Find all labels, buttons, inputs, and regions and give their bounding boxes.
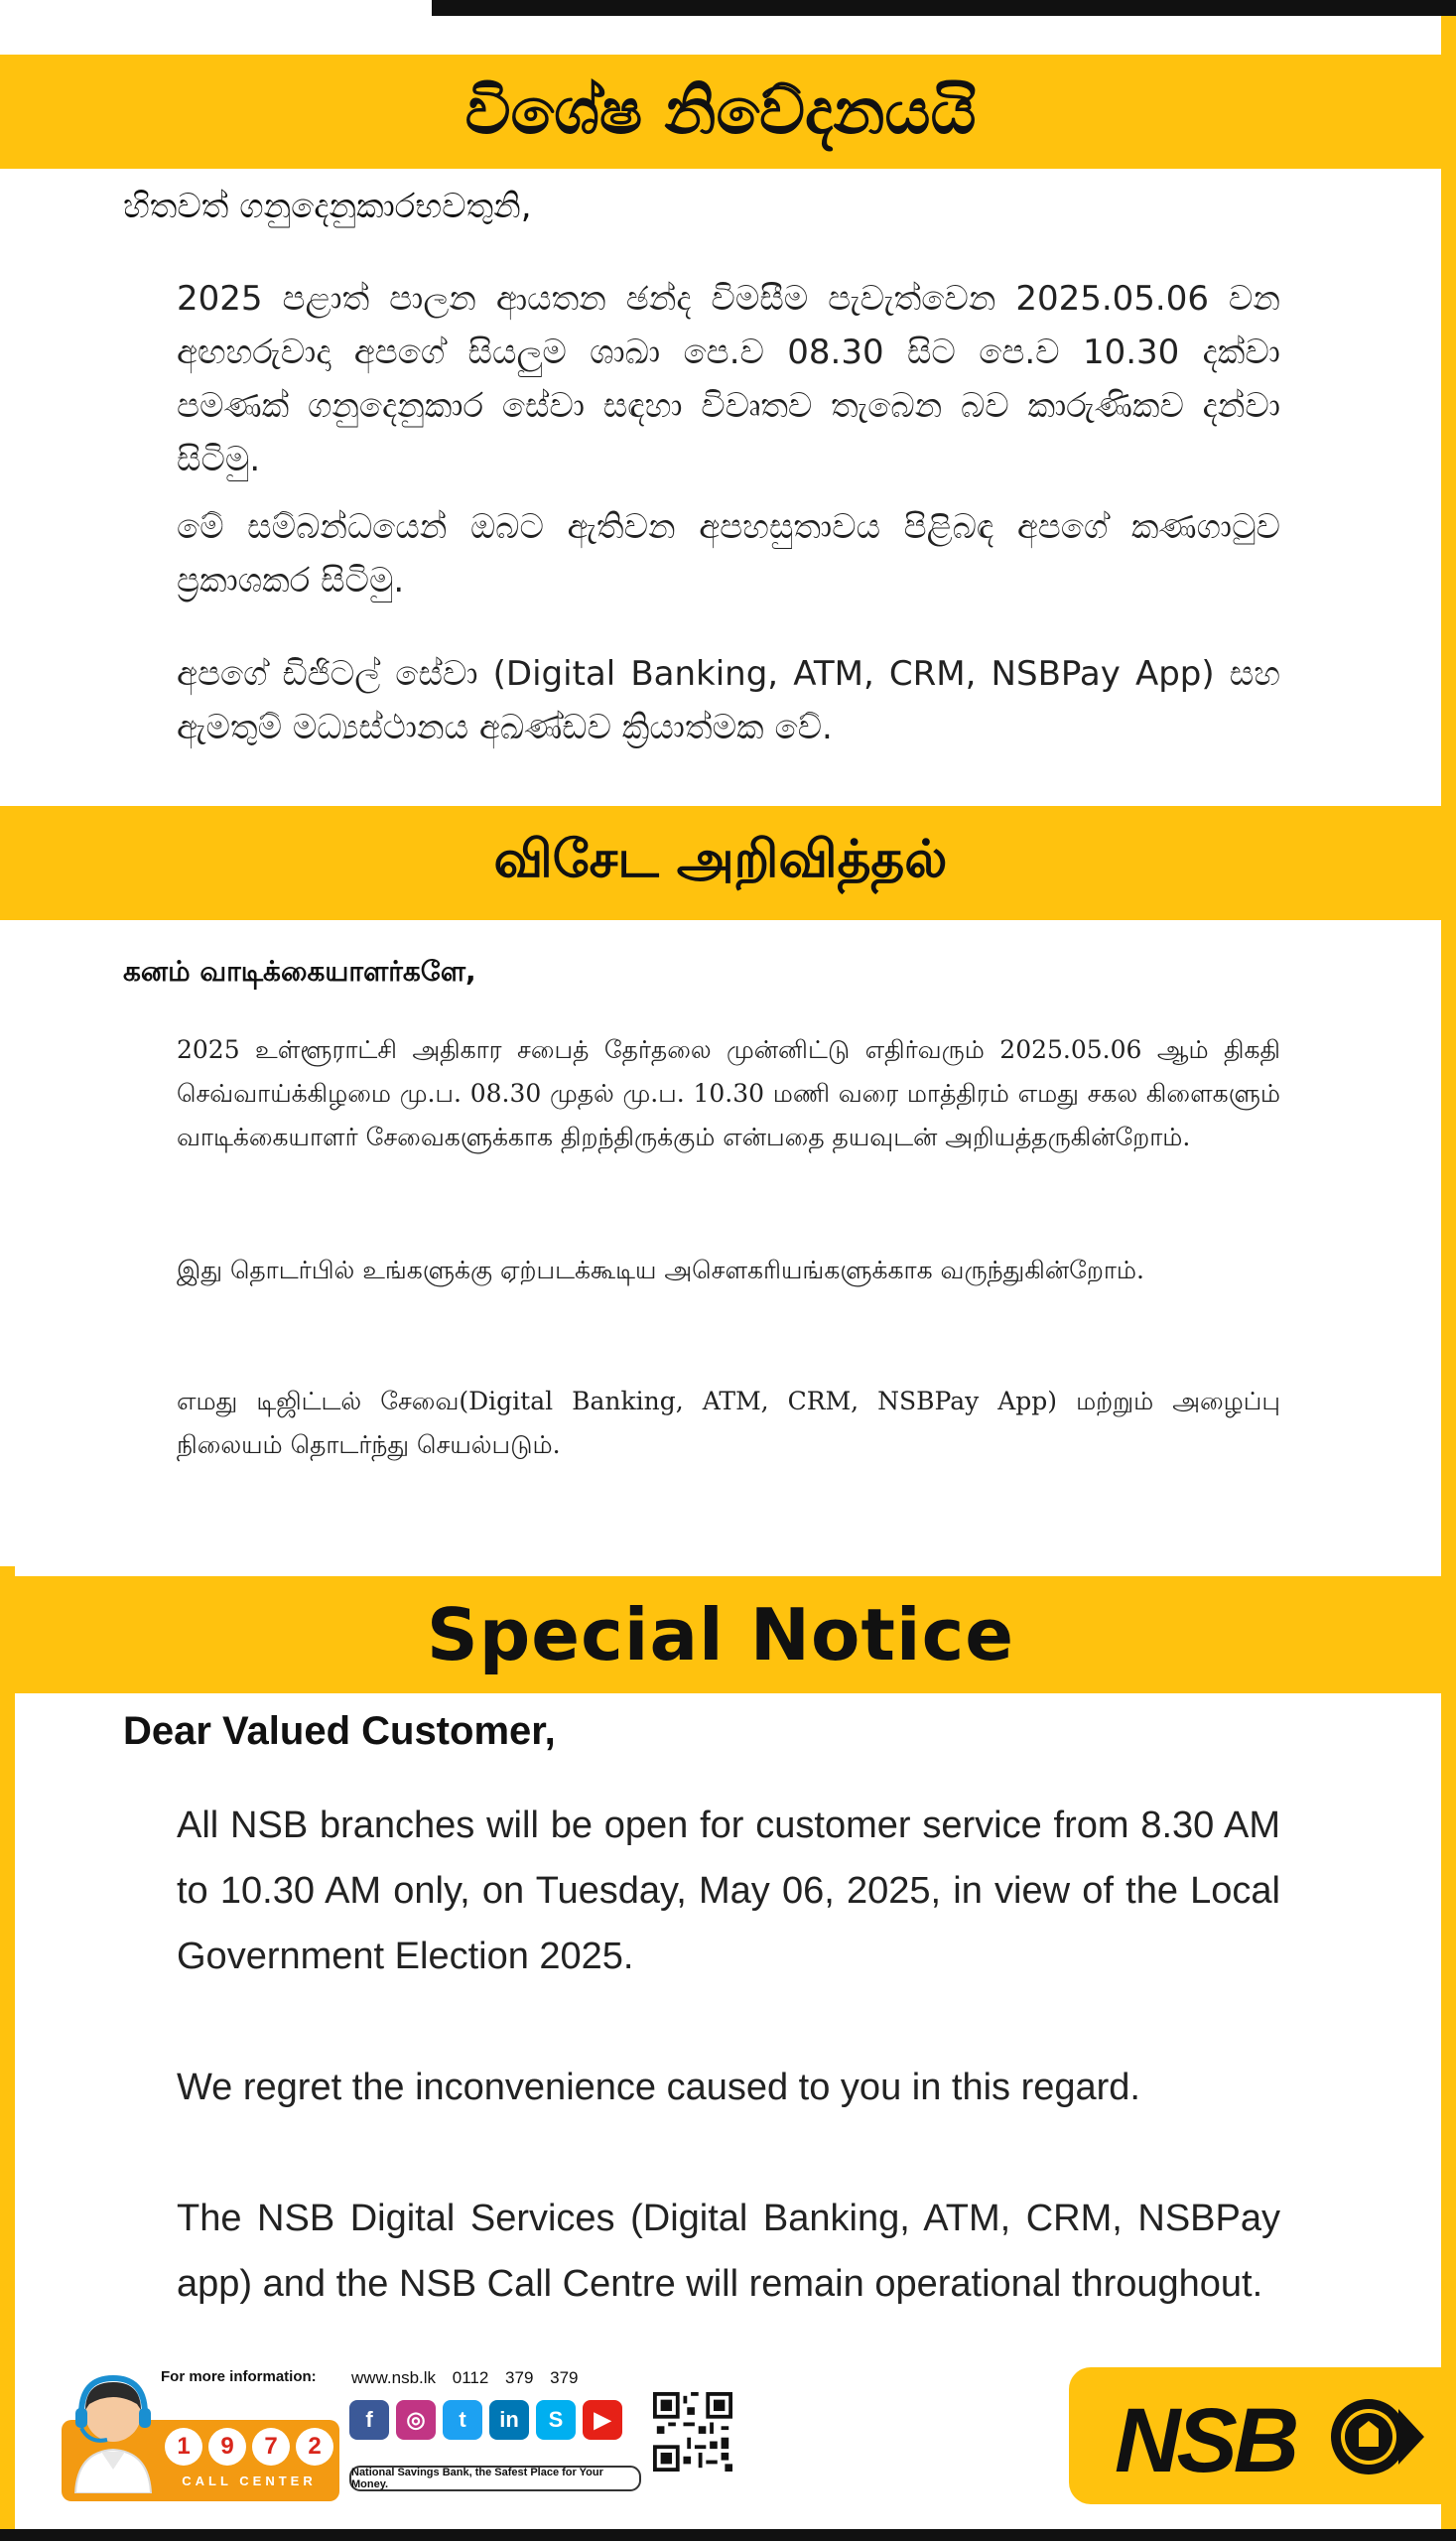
english-greeting: Dear Valued Customer, bbox=[123, 1709, 556, 1753]
linkedin-icon[interactable]: in bbox=[489, 2400, 529, 2440]
tamil-title: விசேட அறிவித்தல் bbox=[493, 830, 948, 889]
english-paragraph-2: We regret the inconvenience caused to you in this regard. bbox=[177, 2067, 1140, 2108]
call-digit: 9 bbox=[208, 2428, 246, 2466]
phone-number[interactable]: 0112 379 379 bbox=[452, 2368, 579, 2387]
instagram-icon[interactable]: ◎ bbox=[396, 2400, 436, 2440]
youtube-icon[interactable]: ▶ bbox=[583, 2400, 622, 2440]
contact-line bbox=[351, 2368, 579, 2388]
footer-contact bbox=[62, 2362, 736, 2511]
skype-icon[interactable]: S bbox=[536, 2400, 576, 2440]
english-title-band bbox=[0, 1576, 1441, 1693]
sinhala-greeting: හිතවත් ගනුදෙනුකාරභවතුනි, bbox=[123, 187, 532, 226]
right-frame-bar bbox=[1441, 16, 1456, 2532]
website-link[interactable]: www.nsb.lk bbox=[351, 2368, 437, 2387]
tamil-title-band bbox=[0, 806, 1441, 920]
nsb-emblem-icon bbox=[1329, 2389, 1424, 2484]
sinhala-paragraph-2: මේ සම්බන්ධයෙන් ඔබට ඇතිවන අපහසුතාවය පිළිබඳ අපගේ කණගාටුව ප්‍රකාශකර සිටිමු. bbox=[177, 507, 1280, 601]
call-center-label: CALL CENTER bbox=[182, 2474, 317, 2488]
call-agent-icon bbox=[67, 2374, 159, 2493]
call-digit: 1 bbox=[165, 2428, 202, 2466]
sinhala-title-band bbox=[0, 55, 1441, 169]
nsb-logo-panel bbox=[1069, 2367, 1441, 2504]
bottom-frame-bar bbox=[0, 2529, 1456, 2541]
call-digit: 7 bbox=[252, 2428, 290, 2466]
left-frame-bar bbox=[0, 1566, 15, 2534]
more-info-label: For more information: bbox=[161, 2368, 317, 2385]
facebook-icon[interactable]: f bbox=[349, 2400, 389, 2440]
social-links bbox=[349, 2400, 622, 2440]
qr-code-icon[interactable] bbox=[653, 2392, 732, 2472]
call-digit: 2 bbox=[296, 2428, 333, 2466]
english-paragraph-3: The NSB Digital Services (Digital Banking, ATM, CRM, NSBPay app) and the NSB Call Centre will remain operational throughout. bbox=[177, 2198, 1280, 2305]
nsb-logo-text: NSB bbox=[1115, 2390, 1296, 2491]
tamil-greeting: கனம் வாடிக்கையாளர்களே, bbox=[123, 955, 476, 988]
tamil-paragraph-3: எமது டிஜிட்டல் சேவை(Digital Banking, ATM, CRM, NSBPay App) மற்றும் அழைப்பு நிலையம் தொடர்ந்து செயல்படும். bbox=[177, 1387, 1280, 1459]
sinhala-title: විශේෂ නිවේදනයයි bbox=[464, 74, 977, 149]
tamil-paragraph-1: 2025 உள்ளூராட்சி அதிகார சபைத் தேர்தலை முன்னிட்டு எதிர்வரும் 2025.05.06 ஆம் திகதி செவ்வாய்க்கிழமை மு.ப. 08.30 முதல் மு.ப. 10.30 மணி வரை மாத்திரம் எமது சகல கிளைகளும் வாடிக்கையாளர் சேவைகளுக்காக திறந்திருக்கும் என்பதை தயவுடன் அறியத்தருகின்றோம். bbox=[177, 1035, 1280, 1151]
tagline: National Savings Bank, the Safest Place for Your Money. bbox=[349, 2466, 641, 2491]
call-number[interactable] bbox=[165, 2428, 333, 2466]
top-frame-bar bbox=[432, 0, 1456, 16]
tamil-paragraph-2: இது தொடர்பில் உங்களுக்கு ஏற்படக்கூடிய அசௌகரியங்களுக்காக வருந்துகின்றோம். bbox=[177, 1256, 1144, 1284]
english-title: Special Notice bbox=[426, 1593, 1015, 1676]
sinhala-paragraph-3: අපගේ ඩිජිටල් සේවා (Digital Banking, ATM, CRM, NSBPay App) සහ ඇමතුම් මධ්‍යස්ථානය අඛණ්ඩව ක්‍රියාත්මක වේ. bbox=[177, 654, 1280, 747]
english-paragraph-1: All NSB branches will be open for customer service from 8.30 AM to 10.30 AM only, on Tuesday, May 06, 2025, in view of the Local Government Election 2025. bbox=[177, 1805, 1280, 1977]
sinhala-paragraph-1: 2025 පළාත් පාලන ආයතන ඡන්ද විමසීම පැවැත්වෙන 2025.05.06 වන අඟහරුවාදා අපගේ සියලුම ශාඛා පෙ.ව 08.30 සිට පෙ.ව 10.30 දක්වා පමණක් ගනුදෙනුකාර සේවා සඳහා විවෘතව තැබෙන බව කාරුණිකව දන්වා සිටිමු. bbox=[177, 279, 1280, 479]
twitter-icon[interactable]: t bbox=[443, 2400, 482, 2440]
